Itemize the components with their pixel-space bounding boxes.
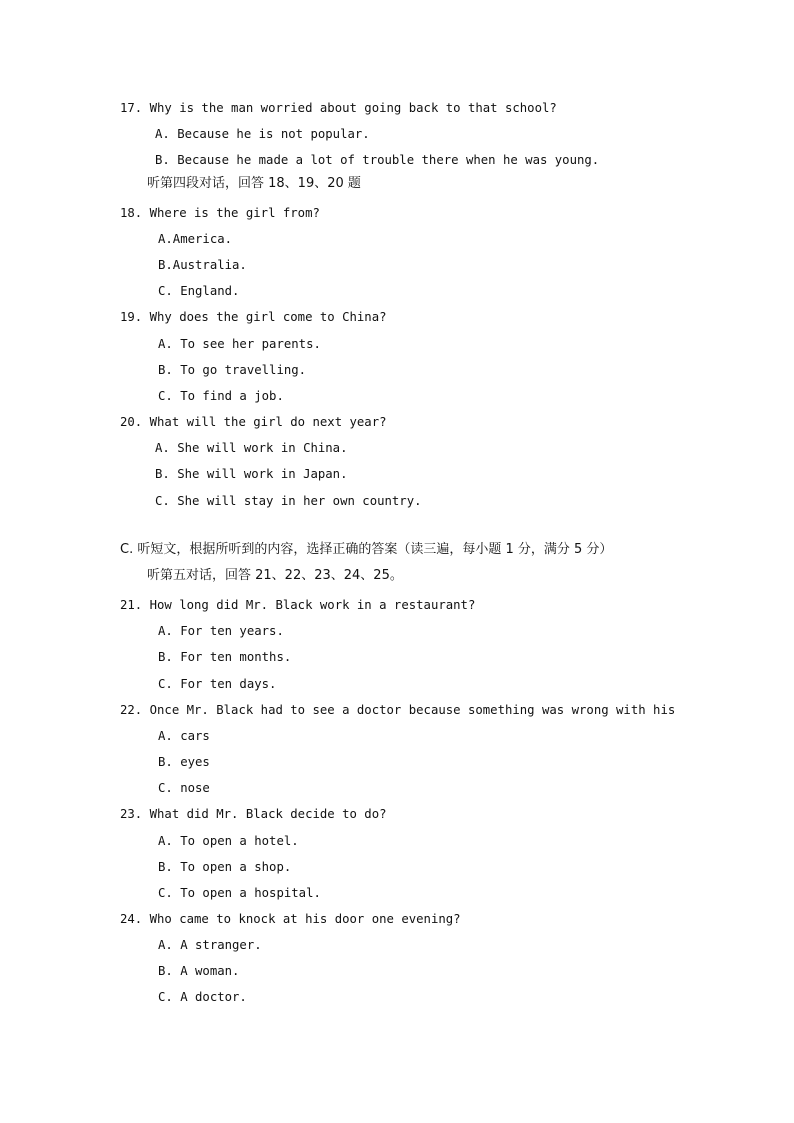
- option-23-c: C. To open a hospital.: [158, 886, 321, 900]
- option-24-b: B. A woman.: [158, 964, 240, 978]
- question-23: 23. What did Mr. Black decide to do?: [120, 807, 387, 821]
- question-22: 22. Once Mr. Black had to see a doctor because something was wrong with his: [120, 703, 676, 717]
- question-24: 24. Who came to knock at his door one evening?: [120, 912, 461, 926]
- option-19-a: A. To see her parents.: [158, 337, 321, 351]
- option-20-a: A. She will work in China.: [155, 441, 348, 455]
- question-19: 19. Why does the girl come to China?: [120, 310, 387, 324]
- option-23-b: B. To open a shop.: [158, 860, 292, 874]
- question-20: 20. What will the girl do next year?: [120, 415, 387, 429]
- option-22-c: C. nose: [158, 781, 210, 795]
- section-4-instruction: 听第四段对话，回答 18、19、20 题: [147, 176, 361, 191]
- question-17: 17. Why is the man worried about going back to that school?: [120, 101, 557, 115]
- option-17-a: A. Because he is not popular.: [155, 127, 370, 141]
- part-c-heading: C. 听短文，根据所听到的内容，选择正确的答案（读三遍，每小题 1 分，满分 5 分）: [120, 542, 613, 557]
- option-23-a: A. To open a hotel.: [158, 834, 299, 848]
- option-18-a: A.America.: [158, 232, 233, 246]
- option-22-a: A. cars: [158, 729, 210, 743]
- option-20-b: B. She will work in Japan.: [155, 467, 348, 481]
- question-21: 21. How long did Mr. Black work in a restaurant?: [120, 598, 476, 612]
- option-22-b: B. eyes: [158, 755, 210, 769]
- option-24-c: C. A doctor.: [158, 990, 247, 1004]
- option-19-c: C. To find a job.: [158, 389, 284, 403]
- option-19-b: B. To go travelling.: [158, 363, 307, 377]
- option-18-c: C. England.: [158, 284, 240, 298]
- section-5-instruction: 听第五对话，回答 21、22、23、24、25。: [147, 568, 403, 583]
- option-20-c: C. She will stay in her own country.: [155, 494, 422, 508]
- option-21-a: A. For ten years.: [158, 624, 284, 638]
- option-18-b: B.Australia.: [158, 258, 247, 272]
- question-18: 18. Where is the girl from?: [120, 206, 320, 220]
- option-21-b: B. For ten months.: [158, 650, 292, 664]
- option-17-b: B. Because he made a lot of trouble there when he was young.: [155, 153, 600, 167]
- option-21-c: C. For ten days.: [158, 677, 277, 691]
- option-24-a: A. A stranger.: [158, 938, 262, 952]
